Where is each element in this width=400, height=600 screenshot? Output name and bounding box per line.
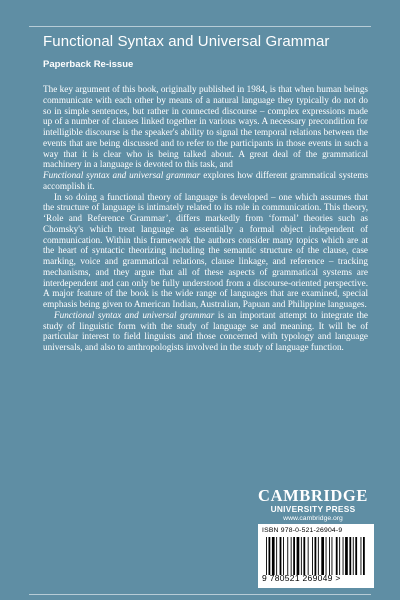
barcode-bar xyxy=(276,537,277,575)
barcode-bar xyxy=(361,537,362,575)
barcode-bar xyxy=(272,537,275,575)
barcode-bar xyxy=(308,537,309,575)
barcode-panel xyxy=(258,524,374,588)
barcode-bar xyxy=(321,537,324,575)
top-divider xyxy=(29,26,371,27)
barcode-bar xyxy=(329,537,330,575)
edition-label: Paperback Re-issue xyxy=(43,59,134,70)
barcode-bar xyxy=(280,537,282,575)
barcode-bar xyxy=(336,537,338,575)
blurb xyxy=(43,84,368,353)
barcode-bar xyxy=(353,537,354,575)
publisher-logo xyxy=(255,487,375,523)
publisher-subname: UNIVERSITY PRESS xyxy=(270,504,356,514)
blurb-paragraph-2: In so doing a functional theory of language is developed – one which assumes that the structure of language is intimately related to its role in communication. This theory, ‘Role and Reference Grammar’, differs markedly from ‘formal’ theories such as Chomsky's which treat language as essentially a formal object independent of communication. Within this framework the authors consider many topics which are at the heart of syntactic theorizing including the semantic structure of the clause, case marking, voice and grammatical relations, clause linkage, and reference – tracking mechanisms, and they argue that all of these aspects of grammatical systems are interdependent and can only be fully understood from a discourse-oriented perspective. A major feature of the book is the wide range of languages that are examined, special emphasis being given to American Indian, Australian, Papuan and Philippine languages. xyxy=(43,191,368,309)
isbn-label: ISBN 978-0-521-26904-9 xyxy=(262,527,343,534)
barcode-bar xyxy=(363,537,365,575)
barcode-bar xyxy=(293,537,295,575)
blurb-paragraph-1 xyxy=(43,84,368,192)
barcode-bar xyxy=(332,537,333,575)
barcode-icon xyxy=(262,537,370,575)
blurb-paragraph-3 xyxy=(43,310,368,353)
blurb-text: The key argument of this book, originally published in 1984, is that when human beings communicate with each other by means of a natural language they typically do not do so in simple sentences, but rather in connected discourse – complex expressions made up of a number of clauses linked together in various ways. A necessary precondition for intelligible discourse is the speaker's ability to signal the temporal relations between the events that are being discussed and to refer to the participants in those events in such a way that it is clear who is being talked about. A great deal of the grammatical machinery in a language is devoted to this task, and xyxy=(43,84,368,170)
barcode-bar xyxy=(318,537,319,575)
barcode-digits: 9 780521 269049 > xyxy=(262,573,341,583)
barcode-bar xyxy=(326,537,327,575)
barcode-bar xyxy=(339,537,340,575)
barcode-bar xyxy=(349,537,351,575)
barcode-bar xyxy=(343,537,344,575)
publisher-url: www.cambridge.org xyxy=(283,515,343,522)
barcode-bar xyxy=(345,537,348,575)
book-title: Functional Syntax and Universal Grammar xyxy=(43,33,330,50)
barcode-bar xyxy=(315,537,317,575)
bottom-divider xyxy=(29,594,371,595)
barcode-bar xyxy=(291,537,292,575)
barcode-bar xyxy=(283,537,284,575)
barcode-bar xyxy=(355,537,357,575)
barcode-bar xyxy=(301,537,302,575)
blurb-book-title-italic: Functional syntax and universal grammar xyxy=(43,170,201,180)
barcode-bar xyxy=(287,537,288,575)
barcode-bar xyxy=(303,537,305,575)
blurb-text: is an important attempt to integrate the study of linguistic form with the study of language se and meaning. It will be of particular interest to field linguists and those concerned with typology and language universals, and also to anthropologists involved in the study of language function. xyxy=(43,309,369,352)
barcode-bar xyxy=(266,537,267,575)
publisher-name: CAMBRIDGE xyxy=(258,486,368,505)
barcode-bar xyxy=(312,537,313,575)
barcode-bar xyxy=(297,537,300,575)
blurb-text: explores how different grammatical systems accomplish it. xyxy=(43,170,369,191)
barcode-bar xyxy=(269,537,271,575)
blurb-book-title-italic: Functional syntax and universal grammar xyxy=(54,309,215,320)
